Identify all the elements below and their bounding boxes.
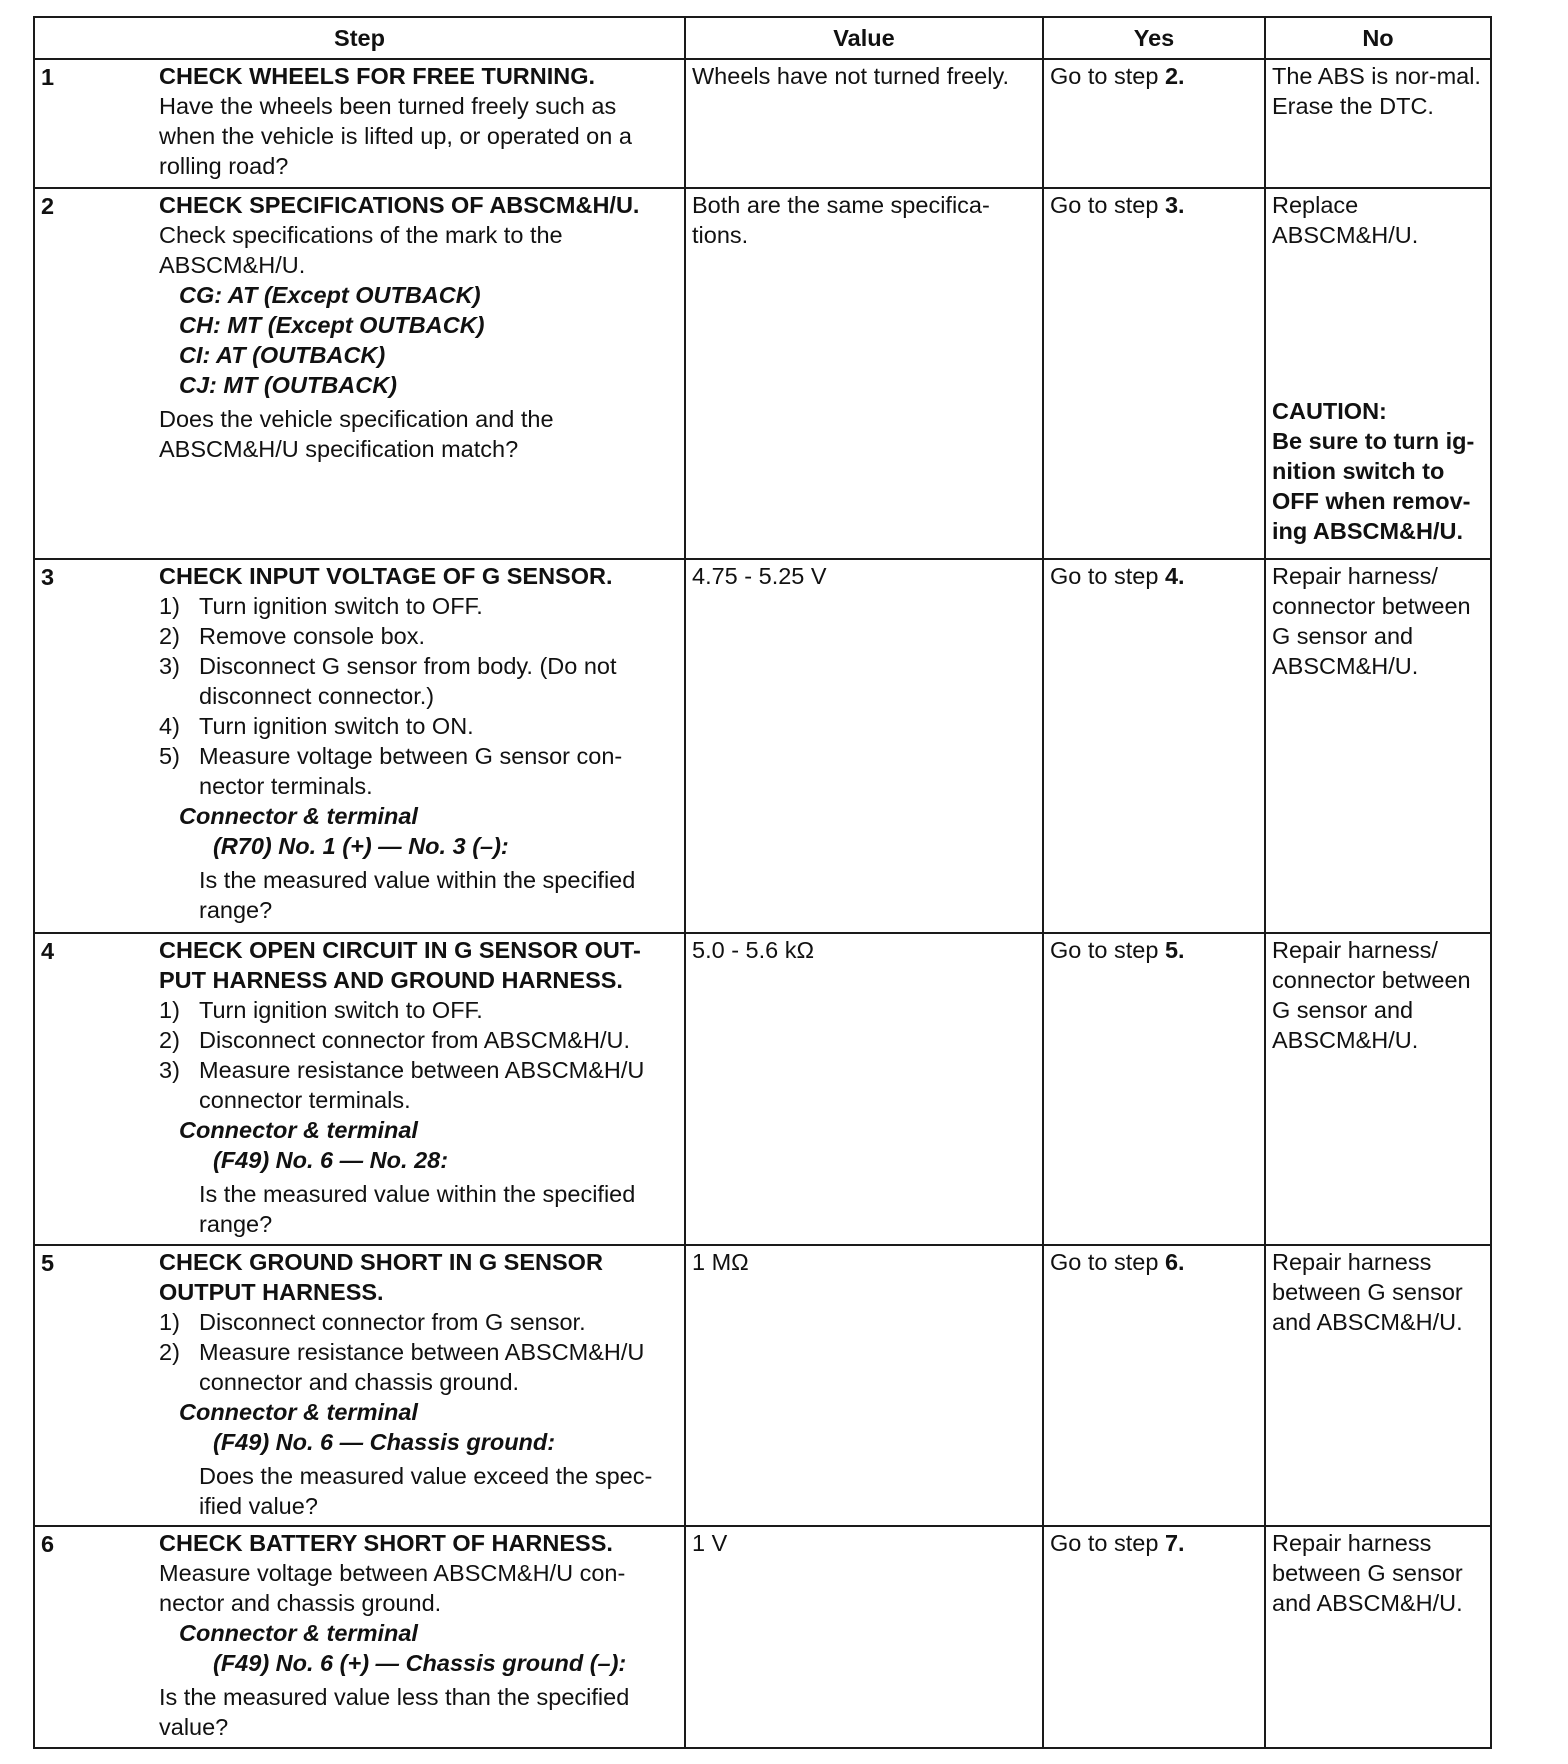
step-title: CHECK INPUT VOLTAGE OF G SENSOR. (159, 563, 613, 589)
procedure-num: 1) (159, 1309, 180, 1335)
procedure-step (159, 995, 678, 1025)
procedure-step (159, 651, 678, 711)
procedure-num: 4) (159, 713, 180, 739)
procedure-text: Disconnect connector from ABSCM&H/U. (199, 1027, 630, 1053)
procedure-step (159, 1337, 678, 1397)
procedure-text: Turn ignition switch to OFF. (199, 593, 483, 619)
procedure-num: 1) (159, 593, 180, 619)
value-cell: Wheels have not turned freely. (685, 59, 1043, 188)
step-title: CHECK SPECIFICATIONS OF ABSCM&H/U. (159, 192, 640, 218)
connector-terminal: (R70) No. 1 (+) — No. 3 (–): (213, 833, 509, 859)
step-cell (34, 933, 685, 1245)
no-cell: Repair harness between G sensor and ABSCM&H/U. (1265, 1245, 1491, 1526)
step-number: 3 (41, 564, 55, 590)
value-cell: 5.0 - 5.6 kΩ (685, 933, 1043, 1245)
procedure-step (159, 1055, 678, 1115)
step-number: 1 (41, 64, 55, 90)
header-step: Step (34, 17, 685, 59)
step-body: Have the wheels been turned freely such as when the vehicle is lifted up, or operated on a rolling road? (159, 93, 632, 179)
yes-prefix: Go to step (1050, 1249, 1165, 1275)
diagnosis-table (33, 16, 1492, 1749)
yes-prefix: Go to step (1050, 563, 1165, 589)
step-cell (34, 1245, 685, 1526)
yes-step: 5. (1164, 937, 1185, 963)
value-cell: 1 V (685, 1526, 1043, 1748)
procedure-step (159, 1025, 678, 1055)
step-cell (34, 59, 685, 188)
table-row (34, 188, 1491, 559)
yes-step: 4. (1164, 563, 1185, 589)
yes-step: 2. (1164, 63, 1185, 89)
connector-terminal: (F49) No. 6 — Chassis ground: (213, 1429, 556, 1455)
step-body: Measure voltage between ABSCM&H/U con-nector and chassis ground. (159, 1560, 626, 1616)
procedure-text: Measure resistance between ABSCM&H/U connector and chassis ground. (199, 1339, 645, 1395)
procedure-num: 3) (159, 1057, 180, 1083)
yes-cell (1043, 559, 1265, 933)
procedure-num: 2) (159, 1339, 180, 1365)
yes-cell (1043, 1245, 1265, 1526)
step-body: Check specifications of the mark to the ABSCM&H/U. (159, 222, 563, 278)
step-title: CHECK GROUND SHORT IN G SENSOR OUTPUT HARNESS. (159, 1249, 603, 1305)
procedure-text: Remove console box. (199, 623, 425, 649)
connector-label: Connector & terminal (179, 1620, 418, 1646)
header-no: No (1265, 17, 1491, 59)
spec-item: CI: AT (OUTBACK) (179, 342, 386, 368)
connector-label: Connector & terminal (179, 803, 418, 829)
yes-cell (1043, 59, 1265, 188)
step-number: 6 (41, 1531, 55, 1557)
procedure-step (159, 1307, 678, 1337)
value-cell: Both are the same specifica-tions. (685, 188, 1043, 559)
header-yes: Yes (1043, 17, 1265, 59)
connector-terminal: (F49) No. 6 — No. 28: (213, 1147, 449, 1173)
table-row (34, 59, 1491, 188)
procedure-list (159, 1307, 678, 1397)
procedure-num: 3) (159, 653, 180, 679)
yes-cell (1043, 933, 1265, 1245)
caution-note (1272, 396, 1484, 546)
connector-label: Connector & terminal (179, 1399, 418, 1425)
step-number: 4 (41, 938, 55, 964)
procedure-text: Measure voltage between G sensor con-nector terminals. (199, 743, 623, 799)
yes-step: 7. (1164, 1530, 1185, 1556)
no-cell: Repair harness/ connector between G sensor and ABSCM&H/U. (1265, 559, 1491, 933)
value-cell: 4.75 - 5.25 V (685, 559, 1043, 933)
procedure-num: 2) (159, 623, 180, 649)
step-title: CHECK WHEELS FOR FREE TURNING. (159, 63, 596, 89)
step-cell (34, 559, 685, 933)
spec-item: CJ: MT (OUTBACK) (179, 372, 397, 398)
procedure-text: Disconnect connector from G sensor. (199, 1309, 586, 1335)
step-question: Does the vehicle specification and the ABSCM&H/U specification match? (159, 406, 554, 462)
procedure-step (159, 741, 678, 801)
step-title: CHECK OPEN CIRCUIT IN G SENSOR OUT-PUT HARNESS AND GROUND HARNESS. (159, 937, 641, 993)
procedure-text: Turn ignition switch to ON. (199, 713, 474, 739)
header-value: Value (685, 17, 1043, 59)
step-question: Is the measured value less than the specified value? (159, 1684, 630, 1740)
yes-prefix: Go to step (1050, 63, 1165, 89)
caution-label: CAUTION: (1272, 398, 1387, 424)
procedure-list (159, 995, 678, 1115)
no-action: Replace ABSCM&H/U. (1272, 192, 1419, 248)
step-number: 2 (41, 193, 55, 219)
yes-step: 3. (1164, 192, 1185, 218)
table-row (34, 1245, 1491, 1526)
procedure-text: Turn ignition switch to OFF. (199, 997, 483, 1023)
spec-item: CG: AT (Except OUTBACK) (179, 282, 481, 308)
step-number: 5 (41, 1250, 55, 1276)
header-row (34, 17, 1491, 59)
no-cell: Repair harness between G sensor and ABSCM&H/U. (1265, 1526, 1491, 1748)
procedure-step (159, 591, 678, 621)
table-row (34, 559, 1491, 933)
procedure-list (159, 591, 678, 801)
yes-prefix: Go to step (1050, 937, 1165, 963)
table-row (34, 1526, 1491, 1748)
spec-item: CH: MT (Except OUTBACK) (179, 312, 485, 338)
step-cell (34, 188, 685, 559)
connector-terminal: (F49) No. 6 (+) — Chassis ground (–): (213, 1650, 627, 1676)
procedure-num: 5) (159, 743, 180, 769)
step-question: Is the measured value within the specified range? (199, 867, 636, 923)
procedure-step (159, 711, 678, 741)
value-cell: 1 MΩ (685, 1245, 1043, 1526)
yes-prefix: Go to step (1050, 1530, 1165, 1556)
connector-label: Connector & terminal (179, 1117, 418, 1143)
step-title: CHECK BATTERY SHORT OF HARNESS. (159, 1530, 613, 1556)
no-cell: Repair harness/ connector between G sensor and ABSCM&H/U. (1265, 933, 1491, 1245)
step-question: Is the measured value within the specified range? (199, 1181, 636, 1237)
table-row (34, 933, 1491, 1245)
step-cell (34, 1526, 685, 1748)
no-cell (1265, 188, 1491, 559)
caution-text: Be sure to turn ig-nition switch to OFF when remov-ing ABSCM&H/U. (1272, 428, 1475, 544)
yes-cell (1043, 1526, 1265, 1748)
yes-prefix: Go to step (1050, 192, 1165, 218)
yes-cell (1043, 188, 1265, 559)
procedure-text: Measure resistance between ABSCM&H/U connector terminals. (199, 1057, 645, 1113)
procedure-num: 2) (159, 1027, 180, 1053)
step-question: Does the measured value exceed the spec-ified value? (199, 1463, 653, 1519)
yes-step: 6. (1164, 1249, 1185, 1275)
procedure-num: 1) (159, 997, 180, 1023)
no-cell: The ABS is nor-mal. Erase the DTC. (1265, 59, 1491, 188)
procedure-step (159, 621, 678, 651)
procedure-text: Disconnect G sensor from body. (Do not disconnect connector.) (199, 653, 617, 709)
